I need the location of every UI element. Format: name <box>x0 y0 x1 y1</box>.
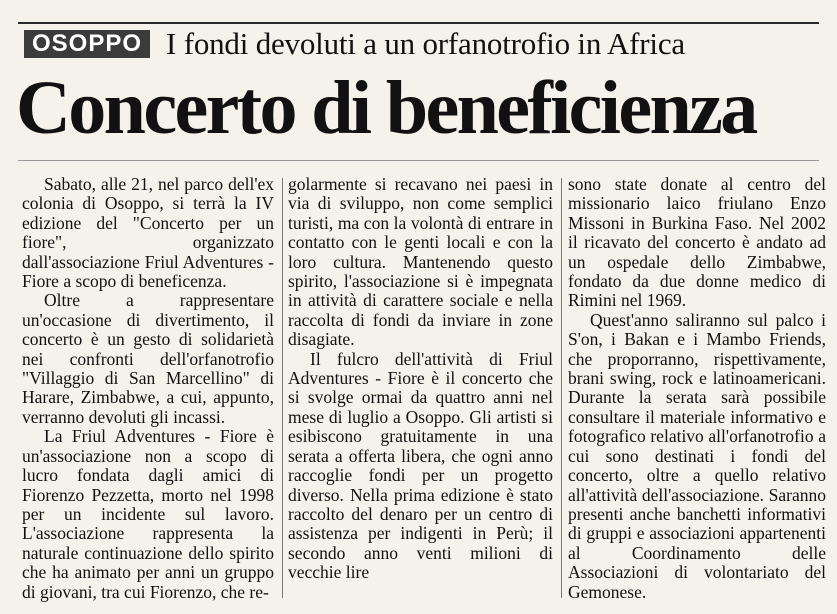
paragraph: golarmente si recavano nei paesi in via di sviluppo, non come semplici turisti, ma con la volontà di entrare in contatto con le genti locali e con la loro cultura. Mantenendo questo spirito, l'associazione si è impegnata in attività di carattere sociale e nella raccolta di fondi da inviare in zone disagiate. <box>288 174 553 350</box>
headline: Concerto di beneficienza <box>16 66 756 150</box>
paragraph: Il fulcro dell'attività di Friul Adventures - Fiore è il concerto che si svolge ormai da quattro anni nel mese di luglio a Osoppo. Gli artisti si esibiscono gratuitamente in una serata a offerta libera, che ogni anno raccoglie fondi per un progetto diverso. Nella prima edizione è stato raccolto del denaro per un centro di assistenza per indigenti in Perù; il secondo anno venti milioni di vecchie lire <box>288 348 553 583</box>
article-column-1 <box>22 175 274 602</box>
column-separator <box>561 178 562 598</box>
paragraph: Sabato, alle 21, nel parco dell'ex colonia di Osoppo, si terrà la IV edizione del "Concerto per un fiore", organizzato dall'associazione Friul Adventures - Fiore a scopo di beneficenza. <box>22 174 274 292</box>
header-row <box>24 22 823 66</box>
article-column-3 <box>568 175 826 602</box>
paragraph: La Friul Adventures - Fiore è un'associazione non a scopo di lucro fondata dagli amici di Fiorenzo Pezzetta, morto nel 1998 per un incidente sul lavoro. L'associazione rappresenta la naturale continuazione dello spirito che ha animato per anni un gruppo di giovani, tra cui Fiorenzo, che re- <box>22 426 274 602</box>
paragraph: Oltre a rappresentare un'occasione di divertimento, il concerto è un gesto di solidarietà nei confronti dell'orfanotrofio "Villaggio di San Marcellino" di Harare, Zimbabwe, a cui, appunto, verranno devoluti gli incassi. <box>22 290 274 427</box>
column-separator <box>282 178 283 598</box>
paragraph: sono state donate al centro del missionario laico friulano Enzo Missoni in Burkina Faso. Nel 2002 il ricavato del concerto è andato ad un ospedale dello Zimbabwe, fondato da due donne medico di Rimini nel 1969. <box>568 174 826 311</box>
paragraph: Quest'anno saliranno sul palco i S'on, i Bakan e i Mambo Friends, che proporranno, rispettivamente, brani swing, rock e latinoamericani. Durante la serata sarà possibile consultare il materiale informativo e fotografico relativo all'orfanotrofio a cui sono destinati i fondi del concerto, oltre a quello relativo all'attività dell'associazione. Saranno presenti anche banchetti informativi di gruppi e associazioni appartenenti al Coordinamento delle Associazioni di volontariato del Gemonese. <box>568 309 826 602</box>
article-column-2 <box>288 175 553 583</box>
location-kicker: OSOPPO <box>24 30 150 58</box>
subheadline: I fondi devoluti a un orfanotrofio in Africa <box>166 26 685 61</box>
divider <box>18 160 819 161</box>
